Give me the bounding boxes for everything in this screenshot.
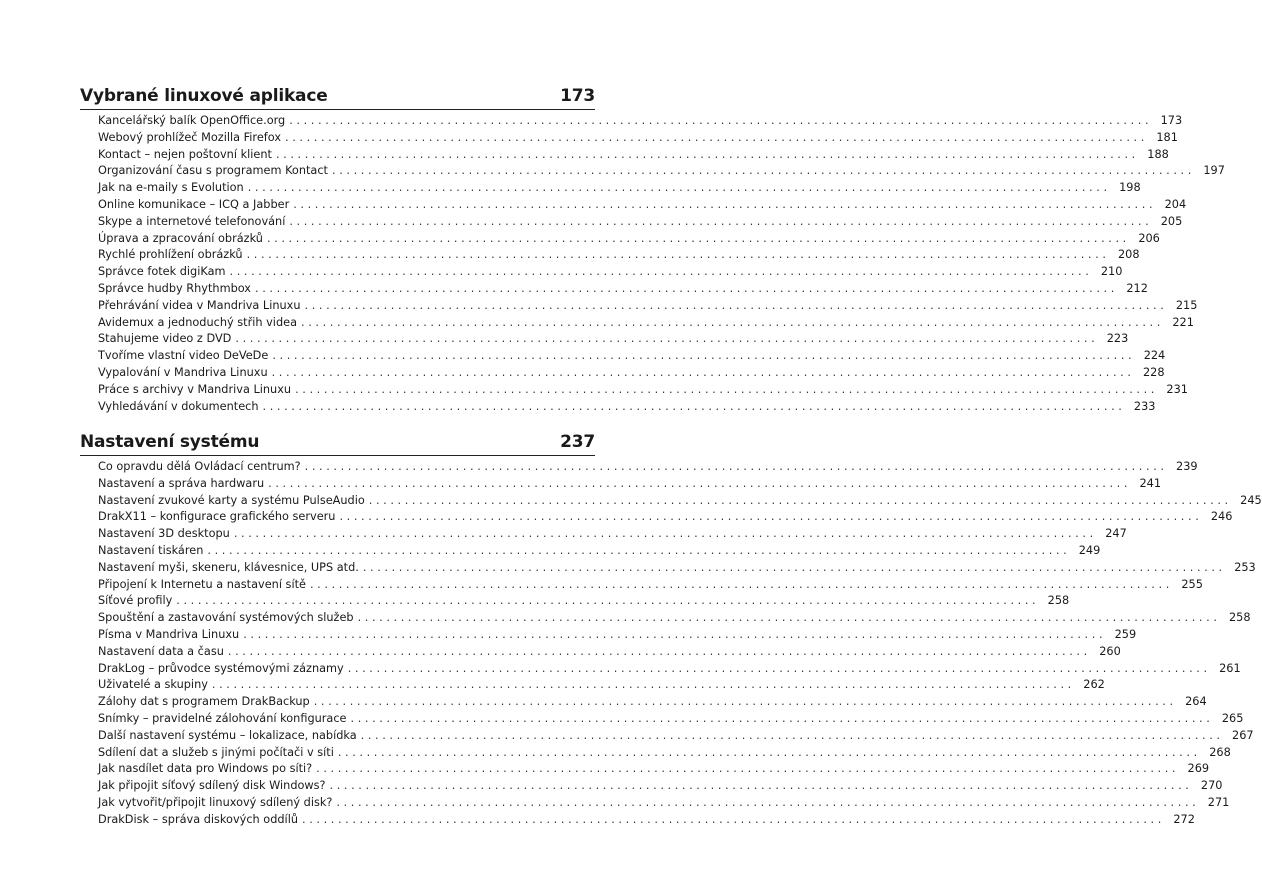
dot-leader: ........................................................................................................................ bbox=[332, 164, 1195, 178]
dot-leader: ........................................................................................................................ bbox=[247, 181, 1111, 195]
dot-leader: ........................................................................................................................ bbox=[337, 745, 1201, 759]
toc-entry-page: 270 bbox=[1200, 779, 1223, 793]
toc-entry[interactable] bbox=[98, 627, 1137, 644]
toc-entry-title: Spouštění a zastavování systémových služeb bbox=[98, 611, 354, 625]
toc-entry-title: Rychlé prohlížení obrázků bbox=[98, 248, 243, 262]
toc-entry-title: Nastavení data a času bbox=[98, 644, 224, 658]
toc-entry-title: Zálohy dat s programem DrakBackup bbox=[98, 695, 310, 709]
toc-entry-title: DrakX11 – konfigurace grafického serveru bbox=[98, 510, 336, 524]
dot-leader: ........................................................................................................................ bbox=[301, 315, 1164, 329]
toc-entry-page: 228 bbox=[1142, 365, 1165, 379]
toc-entry-title: Sdílení dat a služeb s jinými počítači v síti bbox=[98, 745, 334, 759]
toc-entry[interactable] bbox=[98, 113, 1183, 130]
toc-entry-title: Tvoříme vlastní video DeVeDe bbox=[98, 349, 269, 363]
dot-leader: ........................................................................................................................ bbox=[266, 231, 1130, 245]
toc-entry-title: Práce s archivy v Mandriva Linuxu bbox=[98, 382, 292, 396]
toc-entry[interactable] bbox=[98, 661, 1241, 678]
toc-entry-page: 271 bbox=[1207, 795, 1230, 809]
toc-entry-title: Nastavení myši, skeneru, klávesnice, UPS atd. bbox=[98, 560, 359, 574]
toc-entry-title: Další nastavení systému – lokalizace, nabídka bbox=[98, 728, 357, 742]
dot-leader: ........................................................................................................................ bbox=[368, 493, 1232, 507]
dot-leader: ........................................................................................................................ bbox=[275, 147, 1139, 161]
toc-entry-title: Přehrávání videa v Mandriva Linuxu bbox=[98, 298, 301, 312]
toc-entry-page: 253 bbox=[1234, 560, 1256, 574]
toc-entry[interactable] bbox=[98, 694, 1207, 711]
toc-entry-title: Online komunikace – ICQ a Jabber bbox=[98, 197, 290, 211]
toc-entry-page: 246 bbox=[1210, 510, 1233, 524]
toc-entry-page: 267 bbox=[1232, 728, 1254, 742]
dot-leader: ........................................................................................................................ bbox=[227, 644, 1091, 658]
toc-entry-title: Kontact – nejen poštovní klient bbox=[98, 147, 272, 161]
toc-entry-title: Vypalování v Mandriva Linuxu bbox=[98, 365, 268, 379]
toc-entry[interactable] bbox=[98, 677, 1105, 694]
dot-leader: ........................................................................................................................ bbox=[313, 695, 1177, 709]
toc-entry-title: Jak vytvořit/připojit linuxový sdílený disk? bbox=[98, 795, 333, 809]
toc-entry-title: DrakDisk – správa diskových oddílů bbox=[98, 812, 298, 826]
toc-entry-page: 208 bbox=[1117, 248, 1140, 262]
toc-entry-page: 268 bbox=[1209, 745, 1231, 759]
toc-entry[interactable] bbox=[98, 795, 1230, 812]
toc-entry-title: Nastavení tiskáren bbox=[98, 543, 204, 557]
toc-entry-title: Stahujeme video z DVD bbox=[98, 332, 232, 346]
dot-leader: ........................................................................................................................ bbox=[289, 214, 1153, 228]
toc-entry[interactable] bbox=[98, 459, 1198, 476]
toc-entry[interactable] bbox=[98, 197, 1187, 214]
toc-entry[interactable] bbox=[98, 509, 1233, 526]
toc-entry[interactable] bbox=[98, 331, 1129, 348]
toc-entry-page: 258 bbox=[1047, 594, 1070, 608]
toc-entry[interactable] bbox=[98, 761, 1210, 778]
toc-entry[interactable] bbox=[98, 130, 1178, 147]
toc-entry[interactable] bbox=[98, 281, 1148, 298]
toc-entry-title: Jak na e-maily s Evolution bbox=[98, 181, 244, 195]
toc-section-applications bbox=[80, 86, 1225, 415]
toc-entry[interactable] bbox=[98, 231, 1160, 248]
dot-leader: ........................................................................................................................ bbox=[243, 627, 1107, 641]
chapter-title: Vybrané linuxové aplikace bbox=[80, 86, 328, 106]
toc-entry-page: 259 bbox=[1114, 627, 1137, 641]
toc-entry-title: Jak připojit síťový sdílený disk Windows? bbox=[98, 779, 326, 793]
dot-leader: ........................................................................................................................ bbox=[285, 130, 1148, 144]
dot-leader: ........................................................................................................................ bbox=[207, 543, 1071, 557]
toc-entry-page: 205 bbox=[1160, 214, 1183, 228]
toc-entry-title: Co opravdu dělá Ovládací centrum? bbox=[98, 460, 301, 473]
toc-entry-title: Webový prohlížeč Mozilla Firefox bbox=[98, 130, 282, 144]
toc-entry[interactable] bbox=[98, 644, 1121, 661]
dot-leader: ........................................................................................................................ bbox=[268, 476, 1132, 490]
toc-entry[interactable] bbox=[98, 315, 1194, 332]
toc-entry[interactable] bbox=[98, 180, 1141, 197]
toc-entry-title: Snímky – pravidelné zálohování konfigurace bbox=[98, 711, 347, 725]
dot-leader: ........................................................................................................................ bbox=[246, 248, 1110, 262]
toc-entry[interactable] bbox=[98, 247, 1140, 264]
toc-entry[interactable] bbox=[98, 560, 1256, 577]
dot-leader: ........................................................................................................................ bbox=[304, 298, 1168, 312]
toc-entry[interactable] bbox=[98, 745, 1231, 762]
dot-leader: ........................................................................................................................ bbox=[302, 812, 1165, 826]
dot-leader: ........................................................................................................................ bbox=[309, 577, 1173, 591]
toc-entry-page: 221 bbox=[1172, 315, 1194, 329]
toc-entry-title: DrakLog – průvodce systémovými záznamy bbox=[98, 661, 344, 675]
dot-leader: ........................................................................................................................ bbox=[329, 779, 1193, 793]
toc-entry[interactable] bbox=[98, 298, 1198, 315]
dot-leader: ........................................................................................................................ bbox=[360, 728, 1224, 742]
toc-entry-title: Připojení k Internetu a nastavení sítě bbox=[98, 577, 306, 591]
toc-entry-page: 210 bbox=[1100, 265, 1123, 279]
toc-entry-page: 258 bbox=[1228, 611, 1251, 625]
dot-leader: ........................................................................................................................ bbox=[272, 349, 1136, 363]
toc-entry[interactable] bbox=[98, 526, 1127, 543]
toc-entry-page: 233 bbox=[1133, 399, 1156, 413]
dot-leader: ........................................................................................................................ bbox=[339, 510, 1203, 524]
toc-entry-title: Organizování času s programem Kontact bbox=[98, 164, 328, 178]
toc-entry-title: Nastavení 3D desktopu bbox=[98, 527, 230, 541]
toc-entry-title: Vyhledávání v dokumentech bbox=[98, 399, 259, 413]
toc-entry-page: 231 bbox=[1166, 382, 1188, 396]
toc-entry[interactable] bbox=[98, 476, 1162, 493]
toc-entry[interactable] bbox=[98, 593, 1070, 610]
dot-leader: ........................................................................................................................ bbox=[293, 197, 1157, 211]
chapter-heading bbox=[80, 86, 595, 110]
toc-entry-title: Uživatelé a skupiny bbox=[98, 678, 208, 692]
toc-entry-title: Nastavení zvukové karty a systému PulseAudio bbox=[98, 493, 365, 507]
toc-entry-page: 181 bbox=[1156, 130, 1178, 144]
toc-entry-page: 261 bbox=[1219, 661, 1241, 675]
dot-leader: ........................................................................................................................ bbox=[271, 365, 1135, 379]
toc-entry[interactable] bbox=[98, 728, 1254, 745]
dot-leader: ........................................................................................................................ bbox=[362, 560, 1226, 574]
toc-entry-title: Správce fotek digiKam bbox=[98, 265, 226, 279]
toc-entry-title: Správce hudby Rhythmbox bbox=[98, 281, 251, 295]
toc-entry[interactable] bbox=[98, 382, 1188, 399]
toc-entry-title: Skype a internetové telefonování bbox=[98, 214, 286, 228]
toc-entry-page: 204 bbox=[1164, 197, 1187, 211]
toc-entry-title: Jak nasdílet data pro Windows po síti? bbox=[98, 762, 313, 776]
toc-entry-title: Písma v Mandriva Linuxu bbox=[98, 627, 240, 641]
toc-entry[interactable] bbox=[98, 577, 1203, 594]
toc-entry-list bbox=[80, 113, 1225, 415]
toc-entry-page: 272 bbox=[1173, 812, 1195, 826]
dot-leader: ........................................................................................................................ bbox=[304, 460, 1168, 473]
toc-entry-title: Nastavení a správa hardwaru bbox=[98, 476, 265, 490]
dot-leader: ........................................................................................................................ bbox=[350, 711, 1214, 725]
toc-entry-list bbox=[80, 459, 1262, 829]
toc-entry-page: 188 bbox=[1147, 147, 1169, 161]
toc-entry[interactable] bbox=[98, 365, 1165, 382]
dot-leader: ........................................................................................................................ bbox=[211, 678, 1075, 692]
toc-entry-page: 264 bbox=[1185, 695, 1207, 709]
toc-entry[interactable] bbox=[98, 543, 1101, 560]
dot-leader: ........................................................................................................................ bbox=[233, 527, 1097, 541]
toc-entry[interactable] bbox=[98, 399, 1156, 416]
toc-entry-title: Avidemux a jednoduchý střih videa bbox=[98, 315, 297, 329]
chapter-title: Nastavení systému bbox=[80, 432, 260, 452]
toc-entry-page: 239 bbox=[1176, 460, 1198, 473]
toc-entry[interactable] bbox=[98, 610, 1251, 627]
toc-entry-page: 269 bbox=[1187, 762, 1210, 776]
toc-entry-page: 212 bbox=[1126, 281, 1148, 295]
chapter-page: 237 bbox=[560, 432, 595, 452]
toc-entry[interactable] bbox=[98, 348, 1166, 365]
dot-leader: ........................................................................................................................ bbox=[229, 265, 1093, 279]
toc-entry-title: Síťové profily bbox=[98, 594, 173, 608]
toc-entry[interactable] bbox=[98, 493, 1262, 510]
toc-entry-page: 245 bbox=[1240, 493, 1262, 507]
dot-leader: ........................................................................................................................ bbox=[347, 661, 1211, 675]
toc-entry-page: 262 bbox=[1083, 678, 1105, 692]
dot-leader: ........................................................................................................................ bbox=[176, 594, 1040, 608]
toc-entry-title: Kancelářský balík OpenOffice.org bbox=[98, 114, 286, 127]
toc-entry[interactable] bbox=[98, 812, 1195, 829]
toc-entry-page: 215 bbox=[1175, 298, 1198, 312]
dot-leader: ........................................................................................................................ bbox=[289, 114, 1153, 127]
toc-entry-page: 241 bbox=[1139, 476, 1162, 490]
dot-leader: ........................................................................................................................ bbox=[262, 399, 1126, 413]
chapter-page: 173 bbox=[560, 86, 595, 106]
dot-leader: ........................................................................................................................ bbox=[357, 611, 1221, 625]
toc-entry[interactable] bbox=[98, 778, 1223, 795]
toc-entry-page: 223 bbox=[1106, 332, 1129, 346]
dot-leader: ........................................................................................................................ bbox=[336, 795, 1200, 809]
chapter-heading bbox=[80, 432, 595, 456]
toc-entry-page: 247 bbox=[1105, 527, 1127, 541]
toc-entry-page: 265 bbox=[1221, 711, 1244, 725]
toc-entry-page: 249 bbox=[1078, 543, 1101, 557]
toc-entry-page: 198 bbox=[1119, 181, 1141, 195]
dot-leader: ........................................................................................................................ bbox=[295, 382, 1158, 396]
toc-entry[interactable] bbox=[98, 711, 1244, 728]
toc-entry-page: 255 bbox=[1181, 577, 1203, 591]
toc-entry-title: Úprava a zpracování obrázků bbox=[98, 231, 263, 245]
dot-leader: ........................................................................................................................ bbox=[316, 762, 1180, 776]
toc-section-system-settings bbox=[80, 432, 1262, 829]
toc-entry[interactable] bbox=[98, 214, 1183, 231]
toc-entry-page: 173 bbox=[1160, 114, 1183, 127]
toc-entry-page: 206 bbox=[1138, 231, 1160, 245]
toc-entry[interactable] bbox=[98, 264, 1123, 281]
toc-entry-page: 260 bbox=[1099, 644, 1121, 658]
toc-entry[interactable] bbox=[98, 147, 1169, 164]
dot-leader: ........................................................................................................................ bbox=[255, 281, 1118, 295]
toc-entry-page: 197 bbox=[1203, 164, 1225, 178]
dot-leader: ........................................................................................................................ bbox=[235, 332, 1099, 346]
toc-entry-page: 224 bbox=[1143, 349, 1166, 363]
toc-entry[interactable] bbox=[98, 163, 1225, 180]
